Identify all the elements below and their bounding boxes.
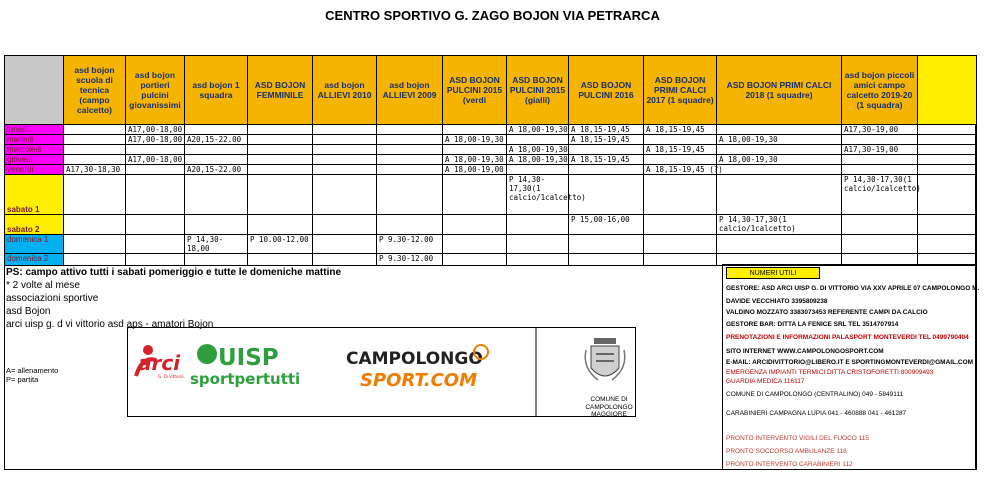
schedule-cell: A 18,00-19,30: [507, 155, 569, 165]
schedule-cell: A 18,00-19,30: [717, 155, 842, 165]
schedule-cell: [377, 145, 443, 155]
day-label: sabato 1: [5, 175, 64, 215]
info-line: E-MAIL: ARCIDIVITTORIO@LIBERO.IT E SPORTINGMONTEVERDI@GMAIL.COM: [726, 359, 974, 366]
notes-line: asd Bojon: [6, 306, 51, 317]
schedule-cell: P 9.30-12.00: [377, 254, 443, 266]
schedule-cell: [507, 254, 569, 266]
info-line: VALDINO MOZZATO 3383073453 REFERENTE CAMPI DA CALCIO: [726, 309, 928, 316]
schedule-cell: A17,00-18,00: [126, 155, 185, 165]
schedule-cell: P 14,30-17,30(1 calcio/1calcetto): [507, 175, 569, 215]
schedule-cell: [126, 145, 185, 155]
arci-text: arci: [138, 351, 181, 375]
schedule-cell: [842, 215, 918, 235]
schedule-cell: [918, 125, 977, 135]
schedule-cell: [64, 215, 126, 235]
campolongo-top: CAMPOLONGO: [346, 349, 483, 369]
uisp-logo: [190, 344, 300, 388]
column-header: ASD BOJON PULCINI 2015 (gialli): [507, 56, 569, 125]
column-header: [918, 56, 977, 125]
campolongo-bottom: SPORT.COM: [360, 370, 477, 391]
schedule-cell: [717, 175, 842, 215]
day-label: domenica 1: [5, 235, 64, 254]
schedule-cell: P 9.30-12.00: [377, 235, 443, 254]
schedule-row: [5, 125, 977, 135]
schedule-cell: [507, 235, 569, 254]
schedule-row: [5, 215, 977, 235]
day-label: mercoledi: [5, 145, 64, 155]
schedule-cell: P 15,00-16,00: [569, 215, 644, 235]
schedule-row: [5, 235, 977, 254]
schedule-cell: [507, 135, 569, 145]
schedule-cell: [377, 165, 443, 175]
comune-caption: COMUNE DI CAMPOLONGO MAGGIORE: [585, 396, 633, 418]
schedule-cell: [377, 155, 443, 165]
comune-crest-icon: [585, 338, 625, 380]
legend-allenamento: A= allenamento: [6, 366, 59, 375]
schedule-cell: A 18,00-19,30: [507, 145, 569, 155]
day-label: venerdi: [5, 165, 64, 175]
schedule-cell: [569, 165, 644, 175]
schedule-cell: [64, 155, 126, 165]
day-label: domenica 2: [5, 254, 64, 266]
schedule-cell: [569, 145, 644, 155]
column-header: ASD BOJON PRIMI CALCI 2017 (1 squadre): [644, 56, 717, 125]
schedule-cell: [126, 175, 185, 215]
schedule-cell: [644, 235, 717, 254]
schedule-cell: [377, 125, 443, 135]
schedule-cell: A 18,15-19,45 (?): [644, 165, 717, 175]
column-header: ASD BOJON FEMMINILE: [248, 56, 313, 125]
schedule-cell: [918, 145, 977, 155]
schedule-cell: [842, 165, 918, 175]
schedule-cell: [64, 254, 126, 266]
schedule-row: [5, 175, 977, 215]
campolongo-logo: [346, 345, 488, 391]
schedule-cell: [313, 135, 377, 145]
schedule-cell: [64, 135, 126, 145]
notes-line: associazioni sportive: [6, 293, 99, 304]
schedule-cell: [918, 165, 977, 175]
day-label: lunedi: [5, 125, 64, 135]
schedule-cell: [313, 155, 377, 165]
schedule-cell: A 18,15-19,45: [644, 125, 717, 135]
schedule-cell: [918, 235, 977, 254]
info-line: PRONTO INTERVENTO CARABINIERI 112: [726, 461, 853, 468]
schedule-cell: [248, 125, 313, 135]
schedule-cell: [248, 254, 313, 266]
schedule-cell: [64, 175, 126, 215]
column-header: asd bojon portieri pulcini giovanissimi: [126, 56, 185, 125]
schedule-cell: [248, 175, 313, 215]
column-header: ASD BOJON PULCINI 2015 (verdi: [443, 56, 507, 125]
schedule-cell: [126, 235, 185, 254]
schedule-cell: A 18,00-19,30: [507, 125, 569, 135]
info-line: GUARDIA MEDICA 116117: [726, 378, 805, 385]
schedule-cell: [248, 165, 313, 175]
info-line: COMUNE DI CAMPOLONGO (CENTRALINO) 049 - 5849111: [726, 391, 904, 398]
column-header: ASD BOJON PULCINI 2016: [569, 56, 644, 125]
schedule-cell: [569, 235, 644, 254]
schedule-cell: [443, 125, 507, 135]
schedule-cell: [918, 135, 977, 145]
schedule-cell: [126, 215, 185, 235]
column-header: asd bojon ALLIEVI 2010: [313, 56, 377, 125]
schedule-cell: [248, 135, 313, 145]
notes-line: arci uisp g. d vi vittorio asd aps - amatori Bojon: [6, 319, 214, 330]
legend-partita: P= partita: [6, 375, 39, 384]
schedule-row: [5, 165, 977, 175]
schedule-cell: [313, 175, 377, 215]
info-line: DAVIDE VECCHIATO 3395809238: [726, 298, 828, 305]
schedule-cell: A 18,15-19,45: [569, 125, 644, 135]
schedule-cell: A 18,15-19,45: [569, 135, 644, 145]
info-line: CARABINIERI CAMPAGNA LUPIA 041 - 460888 041 - 461287: [726, 410, 907, 417]
schedule-cell: [842, 155, 918, 165]
schedule-cell: [842, 135, 918, 145]
schedule-cell: [717, 165, 842, 175]
schedule-cell: [717, 145, 842, 155]
schedule-cell: [717, 125, 842, 135]
info-line: PRONTO SOCCORSO AMBULANZE 118: [726, 448, 847, 455]
schedule-cell: [185, 145, 248, 155]
schedule-cell: [717, 235, 842, 254]
schedule-cell: [248, 215, 313, 235]
arci-sub: G. Di Vittorio: [158, 374, 184, 379]
schedule-row: [5, 155, 977, 165]
corner-cell: [5, 56, 64, 125]
schedule-cell: [443, 215, 507, 235]
schedule-cell: [918, 175, 977, 215]
schedule-cell: P 14,30-18,00: [185, 235, 248, 254]
day-label: giovedi: [5, 155, 64, 165]
notes-block: [6, 266, 341, 331]
header-row: [5, 56, 977, 125]
schedule-cell: [313, 254, 377, 266]
arci-logo: [136, 345, 184, 379]
schedule-cell: [443, 145, 507, 155]
info-line: GESTORE BAR: DITTA LA FENICE SRL TEL 3514707914: [726, 321, 899, 328]
schedule-cell: [443, 175, 507, 215]
schedule-cell: [185, 175, 248, 215]
schedule-cell: A17,30-18,30: [64, 165, 126, 175]
schedule-cell: A 18,00-19,00: [443, 165, 507, 175]
schedule-cell: [377, 175, 443, 215]
schedule-cell: [248, 155, 313, 165]
schedule-cell: [248, 145, 313, 155]
schedule-cell: [377, 215, 443, 235]
schedule-cell: A 18,15-19,45: [569, 155, 644, 165]
schedule-cell: [313, 145, 377, 155]
schedule-cell: [918, 155, 977, 165]
schedule-cell: [507, 165, 569, 175]
schedule-cell: [64, 145, 126, 155]
schedule-row: [5, 145, 977, 155]
info-line: PRONTO INTERVENTO VIGILI DEL FUOCO 115: [726, 435, 870, 442]
logos-box: [127, 327, 636, 417]
schedule-cell: [313, 165, 377, 175]
schedule-cell: P 14,30-17,30(1 calcio/1calcetto): [717, 215, 842, 235]
schedule-cell: [644, 135, 717, 145]
logos-art: [128, 328, 635, 416]
schedule-row: [5, 135, 977, 145]
info-line: EMERGENZA IMPIANTI TERMICI DITTA CRISTOFORETTI 800909493: [726, 369, 934, 376]
schedule-cell: [313, 125, 377, 135]
uisp-text: UISP: [218, 345, 279, 371]
schedule-cell: [64, 125, 126, 135]
schedule-cell: A20,15-22.00: [185, 165, 248, 175]
info-panel: [722, 264, 980, 470]
schedule-cell: [185, 125, 248, 135]
schedule-cell: A 18,15-19,45: [644, 145, 717, 155]
info-line: PRENOTAZIONI E INFORMAZIONI PALASPORT MONTEVERDI TEL 0499790404: [726, 334, 969, 341]
schedule-cell: [644, 155, 717, 165]
notes-head: PS: campo attivo tutti i sabati pomeriggio e tutte le domeniche mattine: [6, 267, 342, 278]
info-header: NUMERI UTILI: [726, 267, 820, 279]
schedule-cell: A 18,00-19,30: [717, 135, 842, 145]
legend: [6, 366, 58, 384]
day-label: martedi: [5, 135, 64, 145]
schedule-cell: [185, 215, 248, 235]
column-header: asd bojon scuola di tecnica (campo calcetto): [64, 56, 126, 125]
schedule-cell: A20,15-22.00: [185, 135, 248, 145]
schedule-cell: [569, 254, 644, 266]
schedule-cell: A17,00-18,00: [126, 135, 185, 145]
schedule-cell: P 10.00-12.00: [248, 235, 313, 254]
schedule-cell: [377, 135, 443, 145]
schedule-cell: A17,30-19,00: [842, 145, 918, 155]
info-line: SITO INTERNET WWW.CAMPOLONGOSPORT.COM: [726, 348, 884, 355]
schedule-cell: P 14,30-17,30(1 calcio/1calcetto): [842, 175, 918, 215]
schedule-cell: [185, 254, 248, 266]
schedule-cell: [126, 165, 185, 175]
info-line: GESTORE: ASD ARCI UISP G. DI VITTORIO VIA XXV APRILE 07 CAMPOLONGO M.: [726, 285, 980, 292]
page-title: CENTRO SPORTIVO G. ZAGO BOJON VIA PETRARCA: [325, 8, 660, 23]
schedule-cell: [185, 155, 248, 165]
schedule-cell: A 18,00-19,30: [443, 155, 507, 165]
schedule-cell: [313, 215, 377, 235]
schedule-cell: [443, 254, 507, 266]
schedule-cell: [644, 254, 717, 266]
schedule-cell: [918, 215, 977, 235]
schedule-cell: [126, 254, 185, 266]
schedule-cell: A17,00-18,00: [126, 125, 185, 135]
day-label: sabato 2: [5, 215, 64, 235]
column-header: ASD BOJON PRIMI CALCI 2018 (1 squadre): [717, 56, 842, 125]
notes-line: * 2 volte al mese: [6, 280, 80, 291]
schedule-cell: [644, 215, 717, 235]
schedule-cell: [644, 175, 717, 215]
schedule-cell: [64, 235, 126, 254]
uisp-sub: sportpertutti: [190, 370, 301, 388]
schedule-cell: A17,30-19,00: [842, 125, 918, 135]
schedule-cell: A 18,00-19,30: [443, 135, 507, 145]
column-header: asd bojon 1 squadra: [185, 56, 248, 125]
schedule-cell: [443, 235, 507, 254]
schedule-cell: [313, 235, 377, 254]
schedule-cell: [842, 235, 918, 254]
schedule-cell: [507, 215, 569, 235]
column-header: asd bojon ALLIEVI 2009: [377, 56, 443, 125]
schedule-table: [4, 55, 977, 266]
column-header: asd bojon piccoli amici campo calcetto 2019-20 (1 squadra): [842, 56, 918, 125]
